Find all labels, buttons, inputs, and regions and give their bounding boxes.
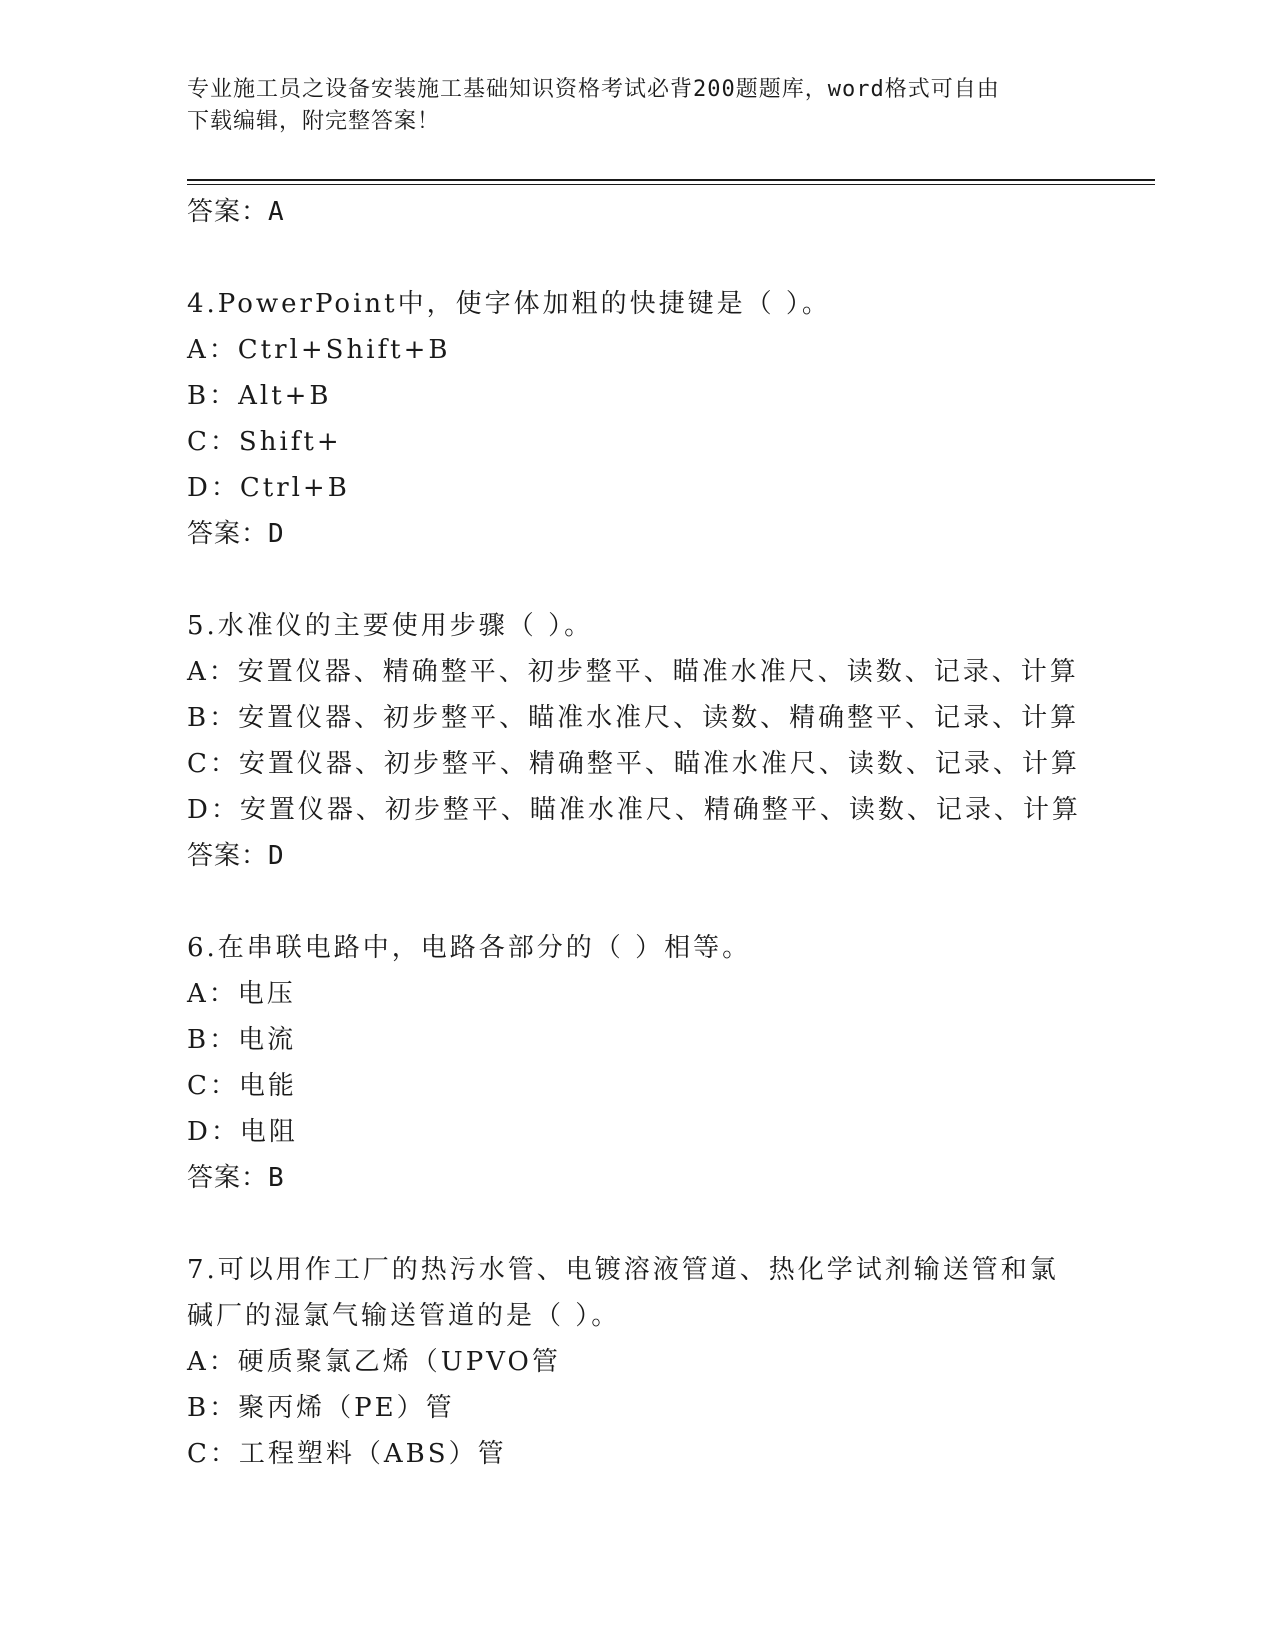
question-block <box>187 1247 1087 1477</box>
header-line-1: 专业施工员之设备安装施工基础知识资格考试必背200题题库，word格式可自由 <box>187 77 1000 102</box>
option-b: B：电流 <box>187 1025 297 1055</box>
question-text-line-1: 7.可以用作工厂的热污水管、电镀溶液管道、热化学试剂输送管和氯 <box>187 1255 1059 1285</box>
header-rule-thick <box>187 179 1155 181</box>
spacer <box>187 879 1087 925</box>
header-line-2: 下载编辑，附完整答案！ <box>187 109 441 134</box>
option-c: C：工程塑料（ABS）管 <box>187 1439 507 1469</box>
question-block <box>187 925 1087 1201</box>
option-c: C：电能 <box>187 1071 297 1101</box>
option-d: D：Ctrl+B <box>187 473 350 503</box>
option-c: C：Shift+ <box>187 427 342 457</box>
answer-line: 答案：D <box>187 841 285 871</box>
question-text: 4.PowerPoint中，使字体加粗的快捷键是（ ）。 <box>187 289 831 319</box>
option-d: D：安置仪器、初步整平、瞄准水准尺、精确整平、读数、记录、计算 <box>187 795 1081 825</box>
option-a: A：安置仪器、精确整平、初步整平、瞄准水准尺、读数、记录、计算 <box>187 657 1079 687</box>
spacer <box>187 1201 1087 1247</box>
question-block <box>187 281 1087 557</box>
question-text-line-2: 碱厂的湿氯气输送管道的是（ ）。 <box>187 1301 621 1331</box>
document-body <box>187 189 1087 1477</box>
option-b: B：Alt+B <box>187 381 332 411</box>
answer-line: 答案：A <box>187 197 285 227</box>
option-d: D：电阻 <box>187 1117 298 1147</box>
answer-line: 答案：B <box>187 1163 285 1193</box>
header-rule-thin <box>187 184 1155 185</box>
option-c: C：安置仪器、初步整平、精确整平、瞄准水准尺、读数、记录、计算 <box>187 749 1080 779</box>
question-text: 5.水准仪的主要使用步骤（ ）。 <box>187 611 594 641</box>
question-block <box>187 603 1087 879</box>
spacer <box>187 235 1087 281</box>
option-b: B：聚丙烯（PE）管 <box>187 1393 455 1423</box>
answer-line: 答案：D <box>187 519 285 549</box>
option-b: B：安置仪器、初步整平、瞄准水准尺、读数、精确整平、记录、计算 <box>187 703 1080 733</box>
option-a: A：硬质聚氯乙烯（UPVO管 <box>187 1347 561 1377</box>
question-text: 6.在串联电路中，电路各部分的（ ）相等。 <box>187 933 752 963</box>
spacer <box>187 557 1087 603</box>
option-a: A：电压 <box>187 979 296 1009</box>
option-a: A：Ctrl+Shift+B <box>187 335 451 365</box>
document-header <box>187 74 1087 138</box>
